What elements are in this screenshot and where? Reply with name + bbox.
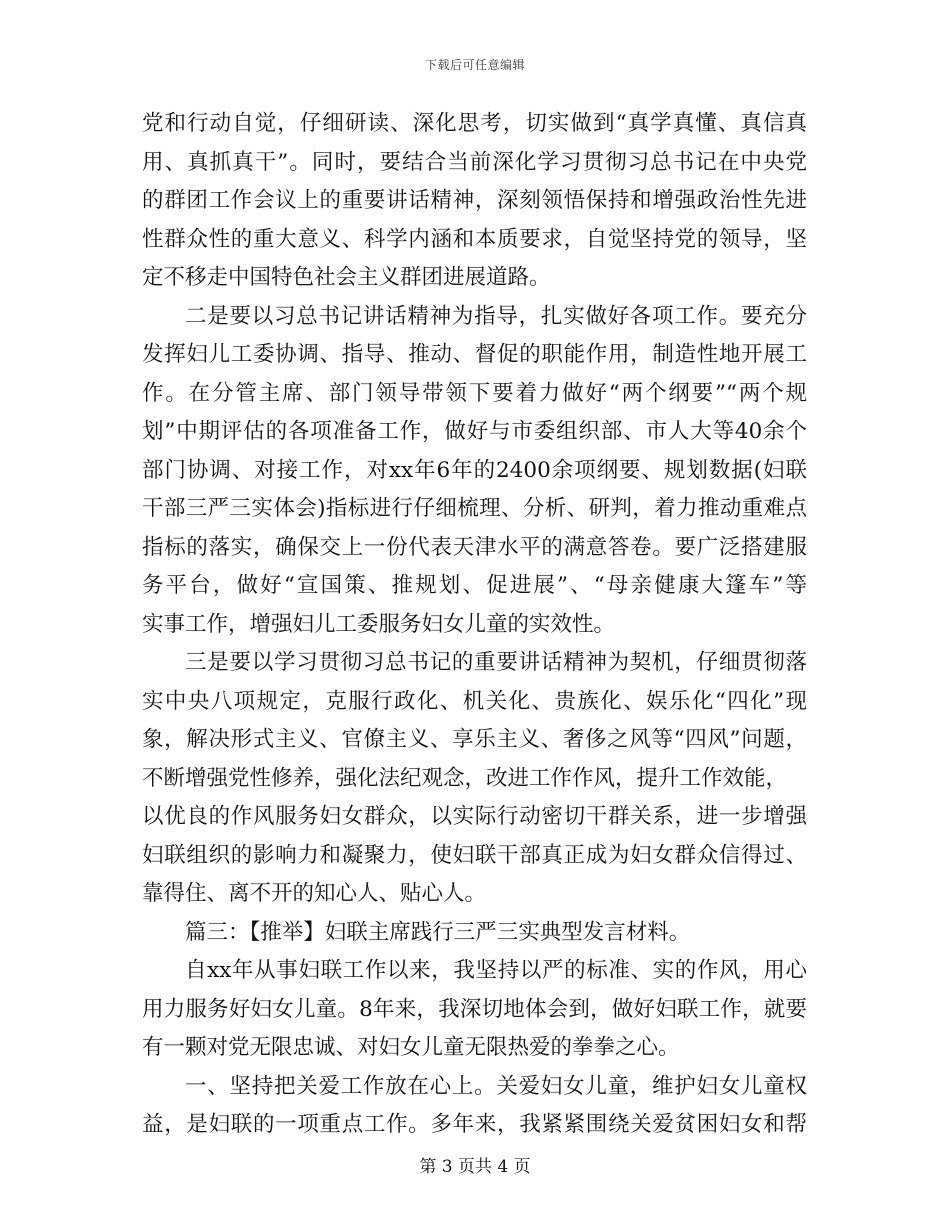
text-line: 不断增强党性修养，强化法纪观念，改进工作作风，提升工作效能， [142,765,788,791]
page-number-footer: 第 3 页共 4 页 [419,1157,531,1177]
text-line: 作。在分管主席、部门领导带领下要着力做好“两个纲要”“两个规 [142,380,807,406]
text-line: 有一颗对党无限忠诚、对妇女儿童无限热爱的拳拳之心。 [142,1035,680,1060]
text-line: 用力服务好妇女儿童。8年来，我深切地体会到，做好妇联工作，就要 [142,996,807,1022]
text-line: 二是要以习总书记讲话精神为指导，扎实做好各项工作。要充分 [185,303,807,329]
text-line: 务平台，做好“宣国策、推规划、促进展”、“母亲健康大篷车”等 [142,573,807,598]
text-line: 用、真抓真干”。同时，要结合当前深化学习贯彻习总书记在中央党 [142,149,807,175]
text-line: 自xx年从事妇联工作以来，我坚持以严的标准、实的作风，用心 [185,958,807,983]
text-line: 发挥妇儿工委协调、指导、推动、督促的职能作用，制造性地开展工 [142,342,807,367]
text-line: 指标的落实，确保交上一份代表天津水平的满意答卷。要广泛搭建服 [142,534,807,560]
text-line: 靠得住、离不开的知心人、贴心人。 [142,881,487,906]
text-line: 一、坚持把关爱工作放在心上。关爱妇女儿童，维护妇女儿童权 [185,1073,807,1099]
text-line: 象，解决形式主义、官僚主义、享乐主义、奢侈之风等“四风”问题， [142,727,807,752]
text-line: 干部三严三实体会)指标进行仔细梳理、分析、研判，着力推动重难点 [142,496,807,521]
text-line: 性群众性的重大意义、科学内涵和本质要求，自觉坚持党的领导，坚 [142,226,807,252]
document-body [142,105,807,1145]
text-line: 以优良的作风服务妇女群众，以实际行动密切干群关系，进一步增强 [142,804,807,829]
text-line: 划”中期评估的各项准备工作，做好与市委组织部、市人大等40余个 [142,419,807,444]
text-line: 党和行动自觉，仔细研读、深化思考，切实做到“真学真懂、真信真 [142,111,807,136]
text-line: 篇三：【推举】妇联主席践行三严三实典型发言材料。 [185,919,691,945]
text-line: 妇联组织的影响力和凝聚力，使妇联干部真正成为妇女群众信得过、 [142,842,807,868]
text-line: 的群团工作会议上的重要讲话精神，深刻领悟保持和增强政治性先进 [142,188,807,213]
text-line: 定不移走中国特色社会主义群团进展道路。 [142,265,551,290]
text-line: 部门协调、对接工作，对xx年6年的2400余项纲要、规划数据(妇联 [142,457,807,483]
text-line: 实中央八项规定，克服行政化、机关化、贵族化、娱乐化“四化”现 [142,688,807,714]
page-header: 下载后可任意编辑 [424,58,525,72]
text-line: 益，是妇联的一项重点工作。多年来，我紧紧围绕关爱贫困妇女和帮 [142,1112,807,1137]
text-line: 实事工作，增强妇儿工委服务妇女儿童的实效性。 [142,611,616,637]
text-line: 三是要以学习贯彻习总书记的重要讲话精神为契机，仔细贯彻落 [185,650,807,675]
